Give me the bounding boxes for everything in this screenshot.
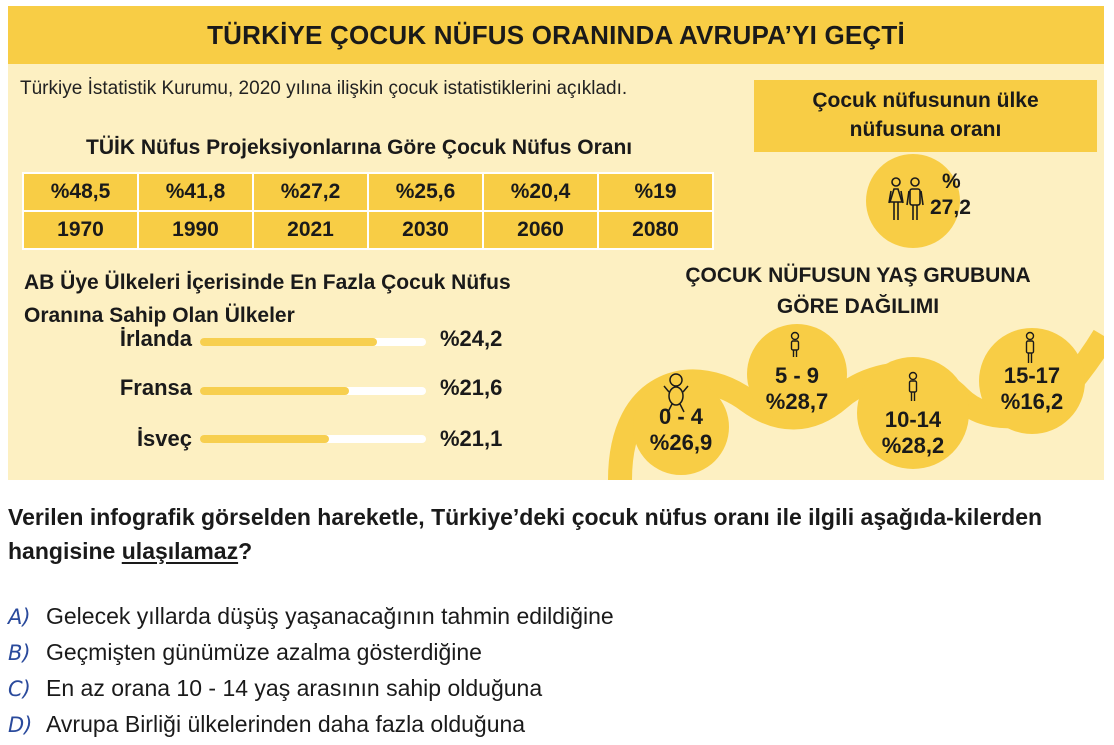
question-text [8,500,1108,568]
eu-title-line1: AB Üye Ülkeleri İçerisinde En Fazla Çocuk Nüfus [24,271,511,294]
option-d[interactable] [8,711,525,738]
option-letter: A) [8,605,31,629]
question-keyword: ulaşılamaz [121,538,239,564]
age-title-line1: ÇOCUK NÜFUSUN YAŞ GRUBUNA [685,264,1031,287]
projection-value: %19 [599,174,712,210]
age-group-0-4 [631,404,731,456]
projection-year: 2060 [484,212,597,248]
option-text: En az orana 10 - 14 yaş arasının sahip olduğuna [46,675,543,701]
option-text: Gelecek yıllarda düşüş yaşanacağının tahmin edildiğine [46,603,614,629]
question-end: ? [238,538,253,564]
projection-value: %41,8 [139,174,252,210]
projection-year: 2080 [599,212,712,248]
ratio-value: 27,2 [930,196,971,219]
ratio-percent-sign: % [942,170,961,193]
intro-text: Türkiye İstatistik Kurumu, 2020 yılına ilişkin çocuk istatistiklerini açıkladı. [20,78,628,99]
option-letter: C) [8,677,31,701]
projection-year: 1990 [139,212,252,248]
age-range: 10-14 [884,407,942,432]
option-b[interactable] [8,639,482,666]
projection-value: %48,5 [24,174,137,210]
question-body: Verilen infografik görselden hareketle, Türkiye’deki çocuk nüfus oranı ile ilgili aşağıda-kilerden hangisine [8,504,1043,564]
country-name: İsveç [136,426,192,451]
age-group-5-9 [747,363,847,415]
age-value: %26,9 [649,430,713,455]
age-value: %16,2 [1000,389,1064,414]
age-title-line2: GÖRE DAĞILIMI [776,295,940,318]
age-group-15-17 [982,363,1082,415]
age-group-10-14 [863,407,963,459]
ratio-title-line2: nüfusuna oranı [849,118,1002,141]
projection-year: 2021 [254,212,367,248]
ratio-title-line1: Çocuk nüfusunun ülke [812,89,1039,112]
age-value: %28,7 [765,389,829,414]
projection-value: %27,2 [254,174,367,210]
country-name: Fransa [119,375,192,400]
option-c[interactable] [8,675,542,702]
option-letter: D) [8,713,33,737]
infographic [8,6,1104,480]
option-letter: B) [8,641,31,665]
age-range: 0 - 4 [658,404,704,429]
option-a[interactable] [8,603,614,630]
eu-title-line2: Oranına Sahip Olan Ülkeler [24,304,295,327]
infographic-title: TÜRKİYE ÇOCUK NÜFUS ORANINDA AVRUPA’YI GEÇTİ [207,19,905,50]
option-text: Avrupa Birliği ülkelerinden daha fazla olduğuna [46,711,526,737]
projection-value: %25,6 [369,174,482,210]
age-range: 5 - 9 [774,363,820,388]
age-value: %28,2 [881,433,945,458]
projection-value: %20,4 [484,174,597,210]
country-value: %21,1 [440,426,503,451]
projection-year: 2030 [369,212,482,248]
projection-title: TÜİK Nüfus Projeksiyonlarına Göre Çocuk Nüfus Oranı [86,136,633,159]
age-range: 15-17 [1003,363,1061,388]
projection-year: 1970 [24,212,137,248]
option-text: Geçmişten günümüze azalma gösterdiğine [46,639,482,665]
country-name: İrlanda [119,326,192,351]
country-value: %24,2 [440,326,503,351]
country-value: %21,6 [440,375,503,400]
